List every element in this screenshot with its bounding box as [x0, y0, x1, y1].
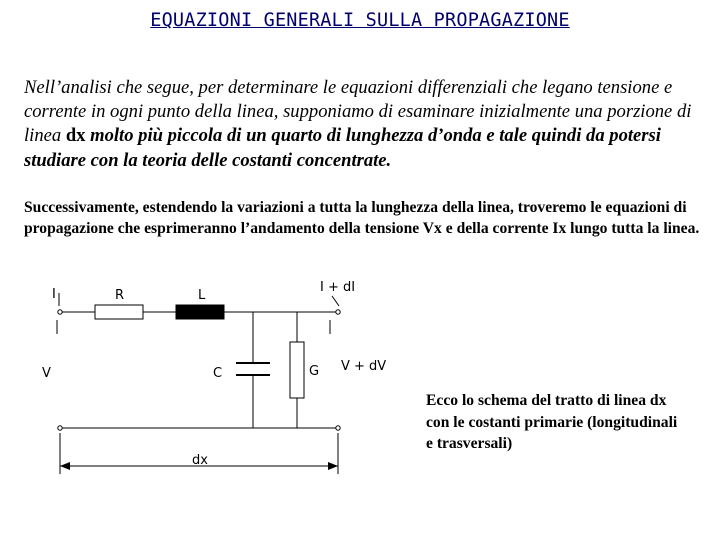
intro-text-1: Nell’analisi che segue, per determinare le equazioni differenziali che legano tensione e corrente in ogni punto della linea, supponiamo di esaminare inizialmente una porzione di linea — [24, 77, 692, 147]
label-r: R — [115, 288, 125, 303]
terminal-bottom-left — [58, 426, 62, 430]
current-arrow-right — [332, 296, 339, 306]
dx-arrowhead-right — [328, 462, 338, 470]
resistor-r — [95, 305, 143, 319]
terminal-top-left — [58, 310, 62, 314]
intro-text-2: molto più piccola di un quarto di lunghezza d’onda e tale quindi da potersi studiare con la teoria delle costanti concentrate. — [24, 125, 661, 171]
page-title: EQUAZIONI GENERALI SULLA PROPAGAZIONE — [150, 10, 570, 31]
label-dx: dx — [192, 453, 208, 468]
terminal-bottom-right — [336, 426, 340, 430]
terminal-top-right — [336, 310, 340, 314]
intro-dx: dx — [65, 125, 86, 147]
label-g: G — [309, 364, 320, 379]
inductor-l — [176, 305, 224, 319]
circuit-caption: Ecco lo schema del tratto di linea dx con le costanti primarie (longitudinali e trasversali) — [426, 392, 678, 452]
label-v-plus-dv: V + dV — [341, 359, 387, 374]
label-i: I — [52, 287, 56, 302]
label-c: C — [213, 366, 223, 381]
conductance-g — [290, 342, 304, 398]
label-i-plus-di: I + dI — [320, 280, 356, 295]
label-v: V — [42, 366, 51, 381]
second-paragraph: Successivamente, estendendo la variazioni a tutta la lunghezza della linea, troveremo le equazioni di propagazione che esprimeranno l’andamento della tensione Vx e della corrente Ix lungo tutta la linea. — [24, 199, 700, 237]
label-l: L — [198, 288, 206, 303]
dx-arrowhead-left — [60, 462, 70, 470]
